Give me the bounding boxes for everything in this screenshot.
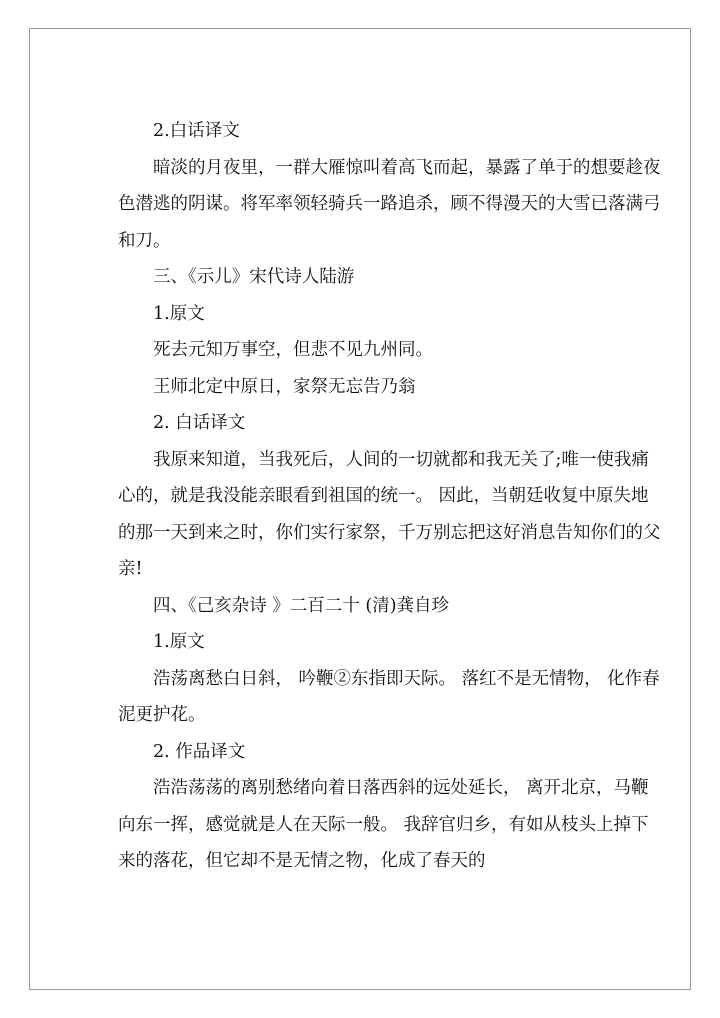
paragraph-translation-2: 我原来知道，当我死后，人间的一切就都和我无关了;唯一使我痛心的，就是我没能亲眼看到祖国的统一。 因此，当朝廷收复中原失地的那一天到来之时，你们实行家祭，千万别忘把这好消息告知你们的父亲! bbox=[118, 449, 661, 579]
page-frame bbox=[29, 28, 691, 990]
heading-translation: 2.白话译文 bbox=[153, 121, 240, 141]
paragraph-translation-3: 浩浩荡荡的离别愁绪向着日落西斜的远处延长， 离开北京，马鞭向东一挥，感觉就是人在天际一般。 我辞官归乡，有如从枝头上掉下来的落花，但它却不是无情之物，化成了春天的 bbox=[118, 778, 649, 871]
heading-work-translation: 2. 作品译文 bbox=[153, 741, 246, 762]
document-body bbox=[118, 113, 664, 880]
heading-translation-2: 2. 白话译文 bbox=[153, 413, 246, 433]
heading-original: 1.原文 bbox=[153, 303, 205, 324]
section-heading-jihai: 四、《己亥杂诗 》二百二十 (清)龚自珍 bbox=[153, 595, 450, 616]
heading-original-2: 1.原文 bbox=[153, 632, 205, 652]
paragraph-translation-1: 暗淡的月夜里，一群大雁惊叫着高飞而起，暴露了单于的想要趁夜色潜逃的阴谋。将军率领轻骑兵一路追杀，顾不得漫天的大雪已落满弓和刀。 bbox=[118, 157, 661, 251]
poem-line-2: 王师北定中原日，家祭无忘告乃翁 bbox=[153, 376, 416, 397]
poem-jihai: 浩荡离愁白日斜， 吟鞭②东指即天际。 落红不是无情物， 化作春泥更护花。 bbox=[118, 668, 660, 725]
section-heading-shier: 三、《示儿》宋代诗人陆游 bbox=[153, 267, 355, 287]
poem-line-1: 死去元知万事空，但悲不见九州同。 bbox=[153, 340, 433, 360]
